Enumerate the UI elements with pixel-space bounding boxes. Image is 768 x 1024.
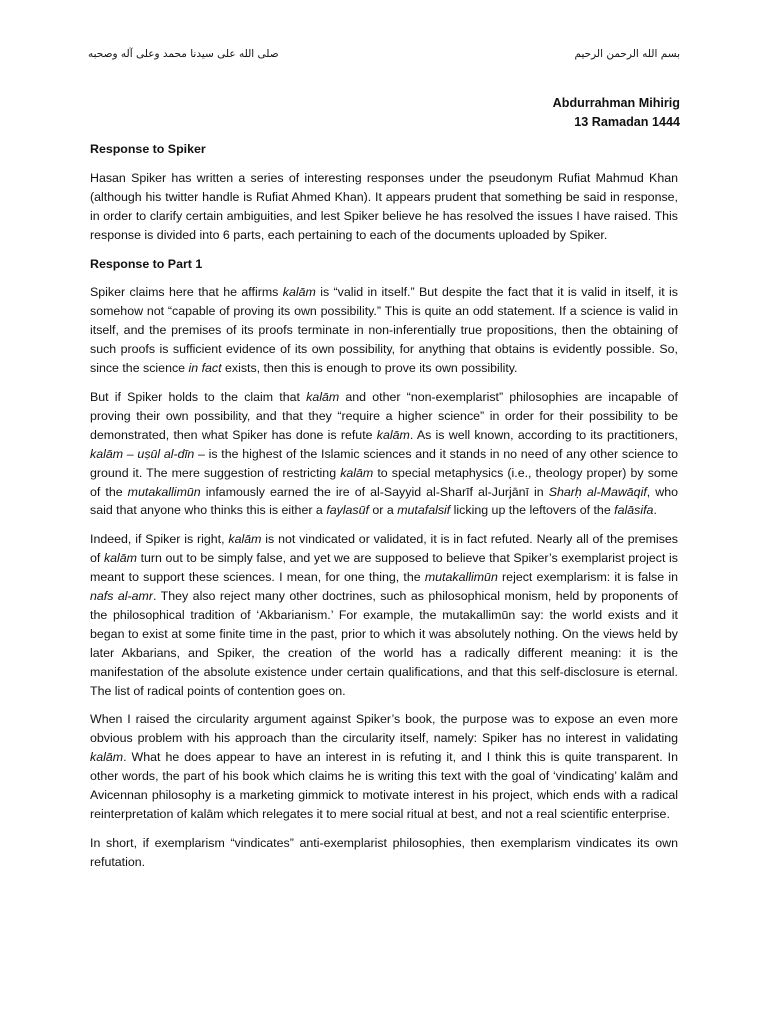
italic-term: kalām xyxy=(340,465,374,480)
italic-term: kalām xyxy=(376,427,410,442)
italic-term: in fact xyxy=(188,361,222,376)
italic-term: kalām xyxy=(90,750,124,765)
blessing-invocation: صلى الله على سيدنا محمد وعلى آله وصحبه xyxy=(88,48,279,60)
italic-term: kalām xyxy=(306,389,340,404)
body-paragraph: Spiker claims here that he affirms kalām is “valid in itself.” But despite the fact that it is valid in itself, it is somehow not “capable of proving its own possibility.” This is quite an odd statement. If a science is valid in itself, and the premises of its proofs terminate in non-inferentially true propositions, then the obtaining of such proofs is sufficient evidence of its own possibility, for anything that obtains is evidently possible. So, since the science in fact exists, then this is enough to prove its own possibility. xyxy=(90,285,678,376)
body-paragraph: In short, if exemplarism “vindicates” anti-exemplarist philosophies, then exemplarism vindicates its own refutation. xyxy=(90,835,678,869)
body-paragraph: Indeed, if Spiker is right, kalām is not vindicated or validated, it is in fact refuted. Nearly all of the premises of kalām turn out to be simply false, and yet we are supposed to believe that Spiker’s exemplarist project is meant to support these sciences. I mean, for one thing, the mutakallimūn reject exemplarism: it is false in nafs al-amr. They also reject many other doctrines, such as philosophical monism, held by proponents of the philosophical tradition of ‘Akbarianism.’ For example, the mutakallimūn say: the world exists and it began to exist at some finite time in the past, prior to which it was absolutely nothing. On the views held by later Akbarians, and Spiker, the creation of the world has a radically different meaning: it is the manifestation of the absolute existence under certain qualifications, and that this self-disclosure is eternal. The list of radical points of contention goes on. xyxy=(90,532,679,698)
author-block xyxy=(553,94,680,132)
italic-term: kalām – uṣūl al-dīn xyxy=(90,446,195,461)
italic-term: kalām xyxy=(103,551,137,566)
body-paragraph: When I raised the circularity argument against Spiker’s book, the purpose was to expose an even more obvious problem with his approach than the circularity itself, namely: Spiker has no interest in validating kalām. What he does appear to have an interest in is refuting it, and I think this is quite transparent. In other words, the part of his book which claims he is writing this text with the goal of ‘vindicating’ kalām and Avicennan philosophy is a marketing gimmick to motivate interest in his project, which ends with a radical reinterpretation of kalām which relegates it to mere social ritual at best, and not a real scientific enterprise. xyxy=(90,712,678,821)
italic-term: nafs al-amr xyxy=(90,589,153,604)
italic-term: Sharḥ al-Mawāqif xyxy=(548,484,647,499)
italic-term: falāsifa xyxy=(614,503,654,518)
page-header xyxy=(88,48,680,68)
italic-term: faylasūf xyxy=(326,503,369,518)
author-name: Abdurrahman Mihirig xyxy=(552,96,680,110)
italic-term: kalām xyxy=(282,285,316,300)
body-paragraph: But if Spiker holds to the claim that kalām and other “non-exemplarist” philosophies are incapable of proving their own possibility, and that they “require a higher science” in order for their possibility to be demonstrated, then what Spiker has done is refute kalām. As is well known, according to its practitioners, kalām – uṣūl al-dīn – is the highest of the Islamic sciences and it stands in no need of any other science to ground it. The mere suggestion of restricting kalām to special metaphysics (i.e., theology proper) by some of the mutakallimūn infamously earned the ire of al-Sayyid al-Sharīf al-Jurjānī in Sharḥ al-Mawāqif, who said that anyone who thinks this is either a faylasūf or a mutafalsif licking up the leftovers of the falāsifa. xyxy=(90,389,679,518)
document-body xyxy=(90,140,678,872)
document-date: 13 Ramadan 1444 xyxy=(574,115,680,129)
basmala-invocation: بسم الله الرحمن الرحيم xyxy=(574,48,680,60)
document-title: Response to Spiker xyxy=(90,142,206,156)
italic-term: mutakallimūn xyxy=(424,570,498,585)
italic-term: mutafalsif xyxy=(397,503,451,518)
italic-term: mutakallimūn xyxy=(127,484,201,499)
italic-term: kalām xyxy=(228,532,262,547)
section-heading: Response to Part 1 xyxy=(90,256,203,271)
intro-paragraph: Hasan Spiker has written a series of interesting responses under the pseudonym Rufiat Mahmud Khan (although his twitter handle is Rufiat Ahmed Khan). It appears prudent that something be said in response, in order to clarify certain ambiguities, and lest Spiker believe he has resolved the issues I have raised. This response is divided into 6 parts, each pertaining to each of the documents uploaded by Spiker. xyxy=(90,170,678,242)
